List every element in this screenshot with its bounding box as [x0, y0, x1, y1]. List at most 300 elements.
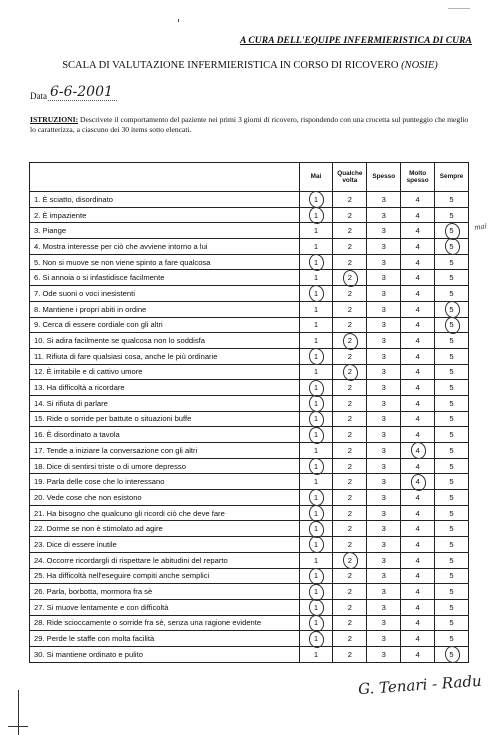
item-label: 10. Si adira facilmente se qualcosa non lo soddisfa [30, 333, 300, 349]
rating-value: 5 [449, 226, 454, 236]
rating-option[interactable] [367, 599, 401, 615]
item-label: 24. Occorre ricordargli di rispettare le abitudini del reparto [30, 552, 300, 568]
rating-option[interactable] [401, 458, 435, 474]
rating-option[interactable] [401, 270, 435, 286]
rating-option[interactable] [435, 348, 469, 364]
rating-value: 2 [347, 461, 352, 471]
rating-value: 3 [381, 383, 386, 393]
rating-option[interactable] [435, 270, 469, 286]
rating-option[interactable] [333, 333, 367, 349]
rating-value: 5 [449, 649, 454, 659]
rating-value: 2 [347, 351, 352, 361]
rating-option[interactable] [435, 490, 469, 506]
rating-option[interactable] [333, 395, 367, 411]
rating-value: 1 [313, 257, 319, 267]
table-row [30, 584, 469, 600]
rating-value: 1 [313, 461, 319, 471]
rating-option[interactable] [435, 646, 469, 662]
rating-value: 2 [347, 508, 352, 518]
table-row [30, 427, 469, 443]
rating-option[interactable] [435, 474, 469, 490]
item-label: 16. È disordinato a tavola [30, 427, 300, 443]
rating-value: 1 [313, 383, 319, 393]
table-row [30, 521, 469, 537]
rating-value: 3 [381, 461, 386, 471]
rating-option[interactable] [333, 223, 367, 239]
rating-value: 4 [415, 492, 420, 502]
rating-value: 5 [449, 336, 454, 346]
column-header-sempre: Sempre [435, 163, 469, 192]
rating-value: 1 [313, 539, 319, 549]
rating-option[interactable] [401, 490, 435, 506]
rating-value: 3 [381, 524, 386, 534]
rating-option[interactable] [401, 364, 435, 380]
rating-value: 4 [415, 210, 420, 220]
rating-option[interactable] [435, 364, 469, 380]
rating-value: 3 [381, 602, 386, 612]
rating-option[interactable] [435, 239, 469, 255]
rating-option[interactable] [401, 411, 435, 427]
rating-value: 4 [415, 194, 420, 204]
table-row [30, 599, 469, 615]
rating-option[interactable] [401, 207, 435, 223]
rating-value: 5 [449, 634, 454, 644]
rating-value: 2 [347, 257, 352, 267]
rating-option[interactable] [299, 615, 333, 631]
rating-option[interactable] [401, 254, 435, 270]
rating-option[interactable] [367, 286, 401, 302]
rating-option[interactable] [299, 380, 333, 396]
rating-option[interactable] [367, 223, 401, 239]
rating-option[interactable] [401, 395, 435, 411]
item-label: 7. Ode suoni o voci inesistenti [30, 286, 300, 302]
column-header-mai: Mai [299, 163, 333, 192]
rating-value: 2 [347, 602, 352, 612]
rating-option[interactable] [401, 505, 435, 521]
date-field[interactable]: 6-6-2001 [48, 84, 117, 101]
rating-value: 4 [415, 508, 420, 518]
rating-option[interactable] [435, 254, 469, 270]
rating-value: 5 [449, 477, 454, 487]
rating-value: 5 [449, 241, 454, 251]
rating-value: 5 [449, 492, 454, 502]
rating-option[interactable] [333, 646, 367, 662]
table-row [30, 615, 469, 631]
rating-value: 5 [449, 524, 454, 534]
rating-value: 2 [347, 367, 352, 377]
rating-option[interactable] [435, 552, 469, 568]
rating-option[interactable] [333, 631, 367, 647]
rating-option[interactable] [435, 380, 469, 396]
rating-option[interactable] [435, 301, 469, 317]
rating-option[interactable] [367, 239, 401, 255]
rating-value: 5 [449, 555, 454, 565]
rating-option[interactable] [299, 584, 333, 600]
rating-value: 4 [415, 288, 420, 298]
rating-option[interactable] [299, 207, 333, 223]
rating-option[interactable] [435, 223, 469, 239]
rating-option[interactable] [367, 505, 401, 521]
item-label: 4. Mostra interesse per ciò che avviene intorno a lui [30, 239, 300, 255]
rating-option[interactable] [435, 599, 469, 615]
rating-option[interactable] [333, 599, 367, 615]
item-label: 3. Piange [30, 223, 300, 239]
date-label: Data [30, 91, 47, 101]
rating-value: 2 [347, 241, 352, 251]
item-label: 8. Mantiene i propri abiti in ordine [30, 301, 300, 317]
rating-option[interactable] [435, 521, 469, 537]
rating-value: 4 [415, 649, 420, 659]
table-row [30, 380, 469, 396]
rating-option[interactable] [333, 474, 367, 490]
rating-value: 1 [313, 587, 319, 597]
rating-option[interactable] [299, 427, 333, 443]
rating-value: 3 [381, 367, 386, 377]
rating-option[interactable] [367, 207, 401, 223]
rating-option[interactable] [299, 521, 333, 537]
rating-value: 4 [415, 634, 420, 644]
table-row [30, 192, 469, 208]
rating-option[interactable] [435, 286, 469, 302]
item-label: 12. È irritabile e di cattivo umore [30, 364, 300, 380]
date-row [30, 84, 117, 101]
rating-value: 2 [347, 555, 352, 565]
rating-value: 1 [313, 398, 319, 408]
rating-value: 3 [381, 430, 386, 440]
rating-value: 1 [313, 508, 319, 518]
rating-option[interactable] [367, 552, 401, 568]
rating-option[interactable] [435, 317, 469, 333]
rating-value: 2 [347, 430, 352, 440]
rating-option[interactable] [401, 552, 435, 568]
rating-option[interactable] [435, 505, 469, 521]
rating-option[interactable] [299, 239, 333, 255]
rating-option[interactable] [299, 458, 333, 474]
rating-option[interactable] [367, 646, 401, 662]
rating-option[interactable] [299, 301, 333, 317]
rating-value: 4 [415, 273, 420, 283]
table-row [30, 411, 469, 427]
column-header-spesso: Spesso [367, 163, 401, 192]
rating-value: 3 [381, 320, 386, 330]
rating-option[interactable] [435, 458, 469, 474]
rating-option[interactable] [435, 207, 469, 223]
rating-option[interactable] [401, 568, 435, 584]
rating-option[interactable] [333, 254, 367, 270]
rating-option[interactable] [401, 223, 435, 239]
signature: G. Tenari - Radu [357, 671, 483, 699]
rating-option[interactable] [333, 380, 367, 396]
rating-option[interactable] [367, 615, 401, 631]
rating-option[interactable] [333, 521, 367, 537]
rating-value: 2 [347, 383, 352, 393]
title-abbreviation: (NOSIE) [401, 60, 438, 71]
rating-option[interactable] [367, 427, 401, 443]
rating-value: 3 [381, 539, 386, 549]
rating-value: 4 [415, 461, 420, 471]
rating-value: 2 [347, 477, 352, 487]
table-row [30, 395, 469, 411]
rating-option[interactable] [333, 286, 367, 302]
rating-option[interactable] [367, 270, 401, 286]
rating-option[interactable] [299, 646, 333, 662]
rating-value: 5 [449, 508, 454, 518]
rating-option[interactable] [367, 254, 401, 270]
rating-value: 1 [313, 320, 319, 330]
rating-option[interactable] [299, 599, 333, 615]
rating-option[interactable] [333, 552, 367, 568]
rating-option[interactable] [333, 411, 367, 427]
rating-option[interactable] [401, 301, 435, 317]
rating-option[interactable] [401, 333, 435, 349]
rating-option[interactable] [299, 552, 333, 568]
rating-option[interactable] [367, 192, 401, 208]
rating-option[interactable] [299, 254, 333, 270]
table-row [30, 317, 469, 333]
rating-value: 5 [449, 445, 454, 455]
rating-value: 3 [381, 194, 386, 204]
table-row [30, 364, 469, 380]
rating-option[interactable] [299, 474, 333, 490]
rating-value: 2 [347, 539, 352, 549]
rating-option[interactable] [333, 537, 367, 553]
rating-value: 3 [381, 477, 386, 487]
rating-value: 2 [347, 226, 352, 236]
rating-option[interactable] [299, 286, 333, 302]
table-row [30, 348, 469, 364]
item-label: 5. Non si muove se non viene spinto a fare qualcosa [30, 254, 300, 270]
rating-value: 1 [313, 524, 319, 534]
rating-option[interactable] [435, 395, 469, 411]
rating-value: 2 [347, 571, 352, 581]
rating-value: 2 [347, 273, 352, 283]
rating-option[interactable] [367, 568, 401, 584]
rating-option[interactable] [367, 458, 401, 474]
rating-value: 1 [313, 241, 319, 251]
rating-value: 5 [449, 587, 454, 597]
rating-option[interactable] [367, 395, 401, 411]
handwritten-annotation: mai [473, 222, 488, 232]
rating-option[interactable] [367, 521, 401, 537]
rating-value: 5 [449, 430, 454, 440]
item-label: 19. Parla delle cose che lo interessano [30, 474, 300, 490]
rating-option[interactable] [435, 333, 469, 349]
rating-option[interactable] [401, 443, 435, 459]
rating-option[interactable] [333, 490, 367, 506]
rating-option[interactable] [435, 584, 469, 600]
rating-option[interactable] [299, 568, 333, 584]
rating-value: 3 [381, 634, 386, 644]
rating-option[interactable] [367, 333, 401, 349]
rating-option[interactable] [367, 584, 401, 600]
rating-value: 1 [313, 618, 319, 628]
rating-value: 2 [347, 524, 352, 534]
rating-value: 5 [449, 398, 454, 408]
rating-option[interactable] [299, 395, 333, 411]
rating-value: 3 [381, 336, 386, 346]
rating-value: 4 [415, 587, 420, 597]
instructions-label: ISTRUZIONI: [30, 115, 79, 124]
table-row [30, 333, 469, 349]
rating-value: 3 [381, 571, 386, 581]
table-row [30, 458, 469, 474]
rating-option[interactable] [299, 443, 333, 459]
rating-option[interactable] [367, 380, 401, 396]
rating-option[interactable] [299, 270, 333, 286]
rating-option[interactable] [333, 364, 367, 380]
item-label: 1. È sciatto, disordinato [30, 192, 300, 208]
rating-option[interactable] [333, 301, 367, 317]
rating-option[interactable] [401, 239, 435, 255]
rating-value: 5 [449, 461, 454, 471]
rating-option[interactable] [435, 537, 469, 553]
rating-option[interactable] [367, 474, 401, 490]
rating-option[interactable] [299, 317, 333, 333]
rating-value: 3 [381, 555, 386, 565]
rating-value: 3 [381, 508, 386, 518]
rating-option[interactable] [299, 631, 333, 647]
rating-option[interactable] [333, 615, 367, 631]
rating-option[interactable] [367, 364, 401, 380]
rating-option[interactable] [367, 317, 401, 333]
rating-value: 4 [415, 383, 420, 393]
rating-value: 3 [381, 273, 386, 283]
rating-option[interactable] [435, 427, 469, 443]
rating-option[interactable] [333, 348, 367, 364]
rating-value: 2 [347, 587, 352, 597]
rating-value: 1 [313, 336, 319, 346]
rating-value: 1 [313, 226, 319, 236]
item-label: 26. Parla, borbotta, mormora fra sè [30, 584, 300, 600]
rating-value: 3 [381, 618, 386, 628]
rating-option[interactable] [367, 301, 401, 317]
rating-option[interactable] [401, 631, 435, 647]
rating-option[interactable] [401, 599, 435, 615]
rating-option[interactable] [333, 505, 367, 521]
rating-option[interactable] [401, 537, 435, 553]
rating-value: 2 [347, 492, 352, 502]
rating-option[interactable] [435, 443, 469, 459]
item-label: 30. Si mantiene ordinato e pulito [30, 646, 300, 662]
rating-option[interactable] [333, 458, 367, 474]
rating-option[interactable] [299, 490, 333, 506]
rating-option[interactable] [299, 537, 333, 553]
table-row [30, 631, 469, 647]
rating-option[interactable] [401, 615, 435, 631]
rating-value: 5 [449, 273, 454, 283]
rating-value: 1 [313, 602, 319, 612]
rating-option[interactable] [401, 348, 435, 364]
rating-option[interactable] [333, 207, 367, 223]
rating-option[interactable] [367, 348, 401, 364]
rating-value: 3 [381, 288, 386, 298]
table-row [30, 286, 469, 302]
rating-option[interactable] [435, 615, 469, 631]
rating-value: 4 [415, 414, 420, 424]
rating-value: 4 [415, 320, 420, 330]
rating-value: 4 [415, 430, 420, 440]
rating-option[interactable] [299, 411, 333, 427]
rating-option[interactable] [299, 364, 333, 380]
rating-value: 4 [415, 304, 420, 314]
rating-value: 1 [313, 367, 319, 377]
rating-option[interactable] [333, 270, 367, 286]
rating-option[interactable] [333, 239, 367, 255]
rating-option[interactable] [401, 427, 435, 443]
rating-value: 1 [313, 194, 319, 204]
rating-option[interactable] [333, 317, 367, 333]
rating-option[interactable] [435, 631, 469, 647]
rating-option[interactable] [299, 348, 333, 364]
rating-value: 2 [347, 210, 352, 220]
rating-value: 3 [381, 226, 386, 236]
rating-option[interactable] [401, 646, 435, 662]
table-row [30, 207, 469, 223]
rating-option[interactable] [401, 317, 435, 333]
rating-option[interactable] [367, 443, 401, 459]
rating-option[interactable] [333, 568, 367, 584]
rating-value: 2 [347, 649, 352, 659]
rating-value: 4 [415, 241, 420, 251]
rating-value: 5 [449, 414, 454, 424]
item-label: 22. Dorme se non è stimolato ad agire [30, 521, 300, 537]
rating-value: 1 [313, 210, 319, 220]
rating-value: 3 [381, 649, 386, 659]
rating-option[interactable] [401, 192, 435, 208]
rating-option[interactable] [401, 286, 435, 302]
rating-value: 3 [381, 492, 386, 502]
rating-option[interactable] [435, 568, 469, 584]
rating-option[interactable] [367, 537, 401, 553]
rating-option[interactable] [401, 584, 435, 600]
rating-value: 1 [313, 649, 319, 659]
rating-option[interactable] [299, 333, 333, 349]
rating-option[interactable] [333, 584, 367, 600]
table-row [30, 301, 469, 317]
rating-option[interactable] [401, 474, 435, 490]
rating-option[interactable] [333, 443, 367, 459]
rating-option[interactable] [435, 411, 469, 427]
rating-option[interactable] [333, 192, 367, 208]
table-row [30, 223, 469, 239]
rating-option[interactable] [401, 521, 435, 537]
rating-value: 5 [449, 257, 454, 267]
rating-value: 2 [347, 336, 352, 346]
rating-value: 4 [415, 257, 420, 267]
rating-option[interactable] [435, 192, 469, 208]
rating-table [29, 162, 469, 663]
rating-option[interactable] [299, 192, 333, 208]
rating-value: 5 [449, 367, 454, 377]
rating-value: 1 [313, 477, 319, 487]
rating-value: 2 [347, 634, 352, 644]
column-header-qualche-volta: Qualche volta [333, 163, 367, 192]
table-row [30, 239, 469, 255]
rating-option[interactable] [367, 490, 401, 506]
rating-value: 2 [347, 445, 352, 455]
rating-value: 2 [347, 618, 352, 628]
rating-option[interactable] [367, 411, 401, 427]
rating-option[interactable] [401, 380, 435, 396]
rating-value: 1 [313, 351, 319, 361]
rating-option[interactable] [299, 505, 333, 521]
document-title [0, 60, 500, 71]
rating-option[interactable] [333, 427, 367, 443]
rating-option[interactable] [367, 631, 401, 647]
title-main: SCALA DI VALUTAZIONE INFERMIERISTICA IN CORSO DI RICOVERO [62, 60, 402, 71]
rating-value: 5 [449, 602, 454, 612]
rating-option[interactable] [299, 223, 333, 239]
